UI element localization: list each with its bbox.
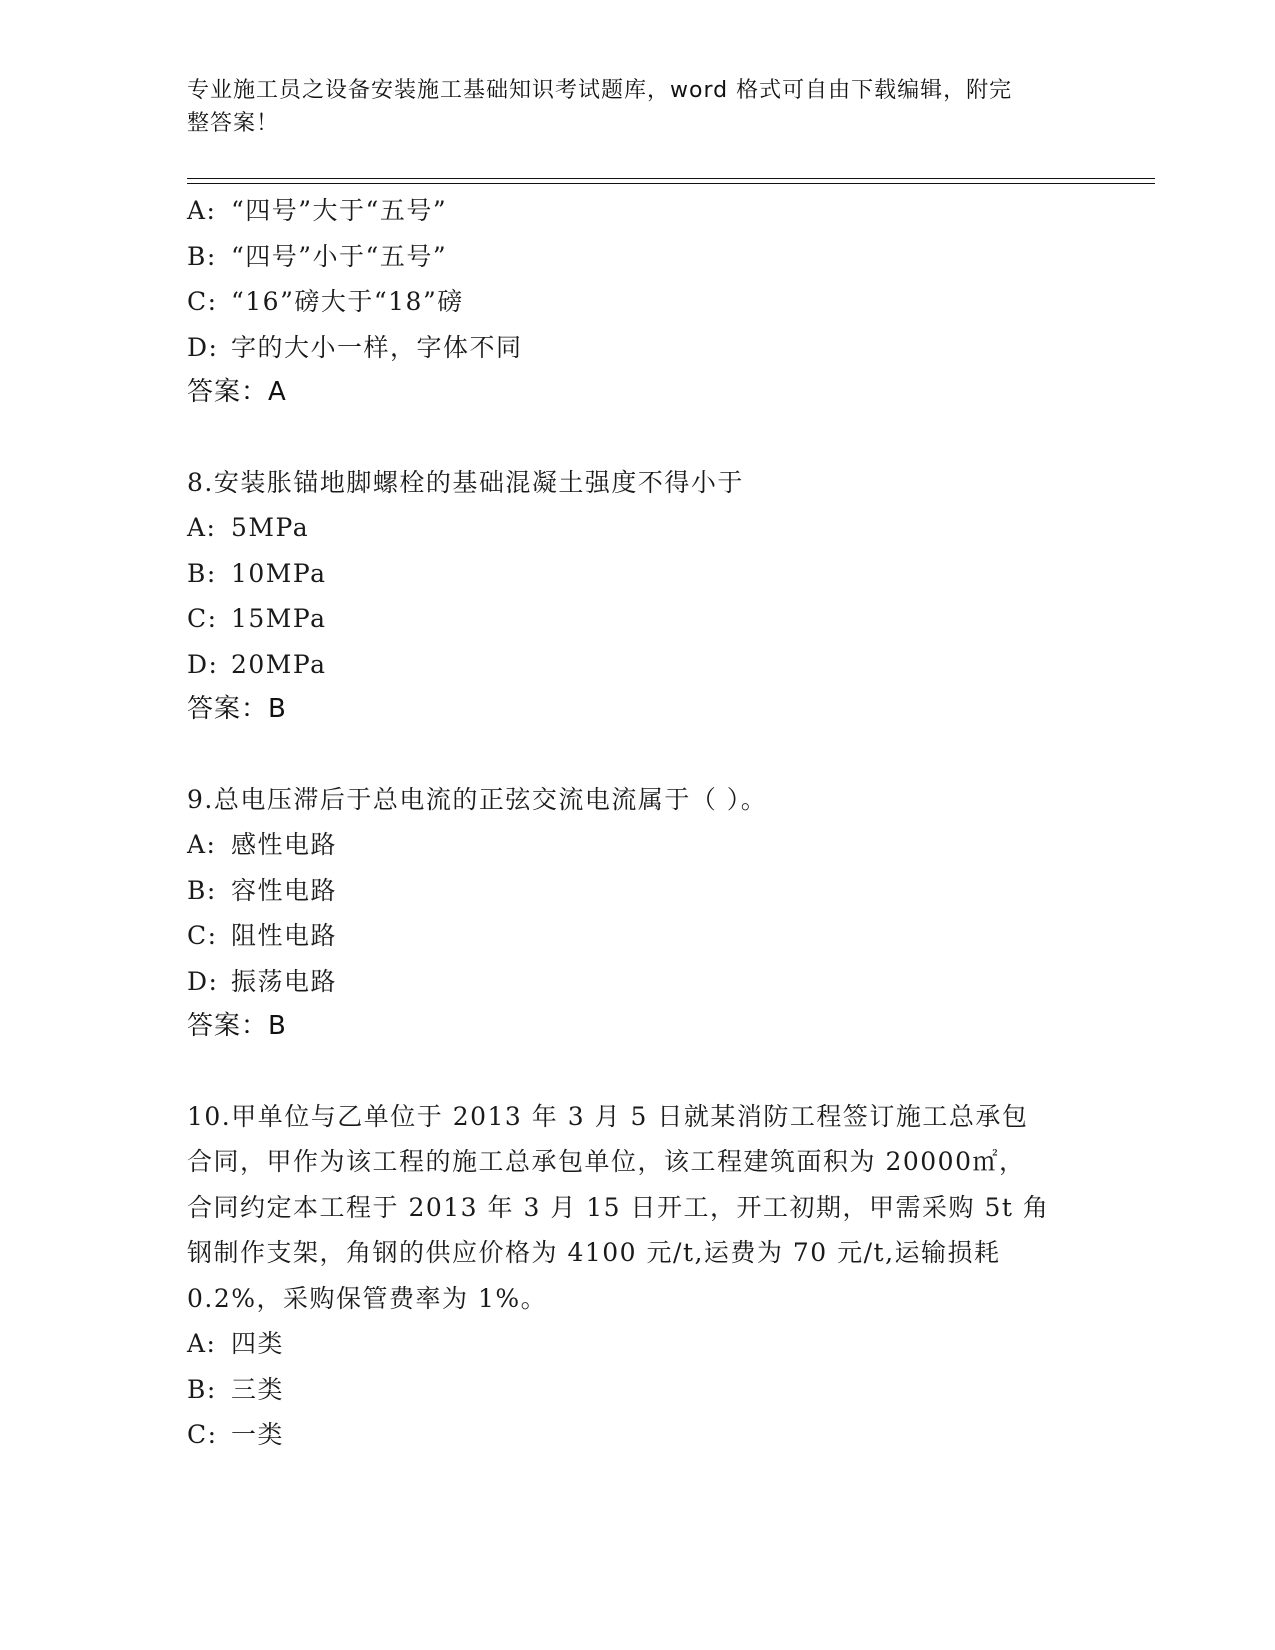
option-d [187, 959, 1087, 1005]
option-letter: D: [187, 332, 219, 362]
option-text: 三类 [231, 1374, 285, 1404]
question-stem-line-2: 合同，甲作为该工程的施工总承包单位，该工程建筑面积为 20000㎡， [187, 1147, 1026, 1176]
option-text: 15MPa [231, 604, 327, 633]
option-d [187, 642, 1087, 688]
option-letter: C: [187, 1420, 218, 1449]
option-text: “四号”小于“五号” [231, 241, 448, 271]
question-text: 安装胀锚地脚螺栓的基础混凝土强度不得小于 [213, 467, 744, 497]
option-text: 感性电路 [231, 830, 338, 859]
option-a [187, 822, 1087, 868]
question-8 [187, 460, 1087, 733]
option-letter: C: [187, 921, 218, 950]
header-title-line-1: 专业施工员之设备安装施工基础知识考试题库，word 格式可自由下载编辑，附完 [187, 78, 1013, 103]
header-divider-top [187, 178, 1155, 179]
question-stem-line-5: 0.2%，采购保管费率为 1%。 [187, 1283, 548, 1313]
option-b [187, 551, 1087, 597]
question-text: 甲单位与乙单位于 2013 年 3 月 5 日就某消防工程签订施工总承包 [231, 1101, 1029, 1131]
option-text: 容性电路 [231, 875, 338, 905]
question-7 [187, 188, 1087, 416]
option-text: 一类 [231, 1420, 285, 1449]
option-letter: B: [187, 1374, 217, 1404]
question-10 [187, 1094, 1087, 1458]
answer-line: 答案：A [187, 377, 287, 407]
option-letter: C: [187, 604, 218, 633]
option-letter: A: [187, 196, 217, 225]
option-letter: B: [187, 241, 217, 271]
question-text: 总电压滞后于总电流的正弦交流电流属于（ ）。 [213, 784, 768, 814]
header-title-line-2: 整答案！ [187, 111, 280, 136]
question-stem [187, 460, 1087, 506]
answer-line: 答案：B [187, 1011, 287, 1041]
option-text: 阻性电路 [231, 921, 338, 950]
option-b [187, 234, 1087, 280]
option-a [187, 505, 1087, 551]
option-d [187, 325, 1087, 371]
option-c [187, 913, 1087, 959]
option-text: 振荡电路 [231, 966, 338, 996]
option-text: 20MPa [231, 649, 327, 679]
question-spacer [187, 416, 1087, 460]
option-b [187, 1367, 1087, 1413]
option-c [187, 1412, 1087, 1458]
option-c [187, 596, 1087, 642]
option-b [187, 868, 1087, 914]
option-letter: B: [187, 558, 217, 588]
question-number: 9. [187, 784, 214, 814]
option-text: 字的大小一样，字体不同 [231, 332, 523, 362]
option-letter: A: [187, 513, 217, 542]
option-letter: A: [187, 1329, 217, 1358]
option-text: 10MPa [231, 558, 327, 588]
question-spacer [187, 1050, 1087, 1094]
option-text: “四号”大于“五号” [231, 196, 448, 225]
question-spacer [187, 733, 1087, 777]
option-text: 四类 [231, 1329, 285, 1358]
option-letter: C: [187, 287, 218, 316]
document-header [187, 74, 1067, 140]
question-stem [187, 777, 1087, 823]
option-a [187, 1321, 1087, 1367]
option-letter: D: [187, 966, 219, 996]
option-letter: B: [187, 875, 217, 905]
option-letter: D: [187, 649, 219, 679]
question-stem-line-1 [187, 1094, 1087, 1140]
option-letter: A: [187, 830, 217, 859]
answer-line: 答案：B [187, 694, 287, 724]
option-text: 5MPa [231, 513, 310, 542]
question-list [187, 188, 1087, 1458]
question-9 [187, 777, 1087, 1050]
header-divider-bottom [187, 183, 1155, 184]
question-stem-line-3: 合同约定本工程于 2013 年 3 月 15 日开工，开工初期，甲需采购 5t 角 [187, 1192, 1050, 1222]
option-a [187, 188, 1087, 234]
question-number: 10. [187, 1101, 232, 1131]
option-c [187, 279, 1087, 325]
question-number: 8. [187, 467, 214, 497]
option-text: “16”磅大于“18”磅 [231, 287, 464, 316]
question-stem-line-4: 钢制作支架，角钢的供应价格为 4100 元/t,运费为 70 元/t,运输损耗 [187, 1238, 1001, 1267]
